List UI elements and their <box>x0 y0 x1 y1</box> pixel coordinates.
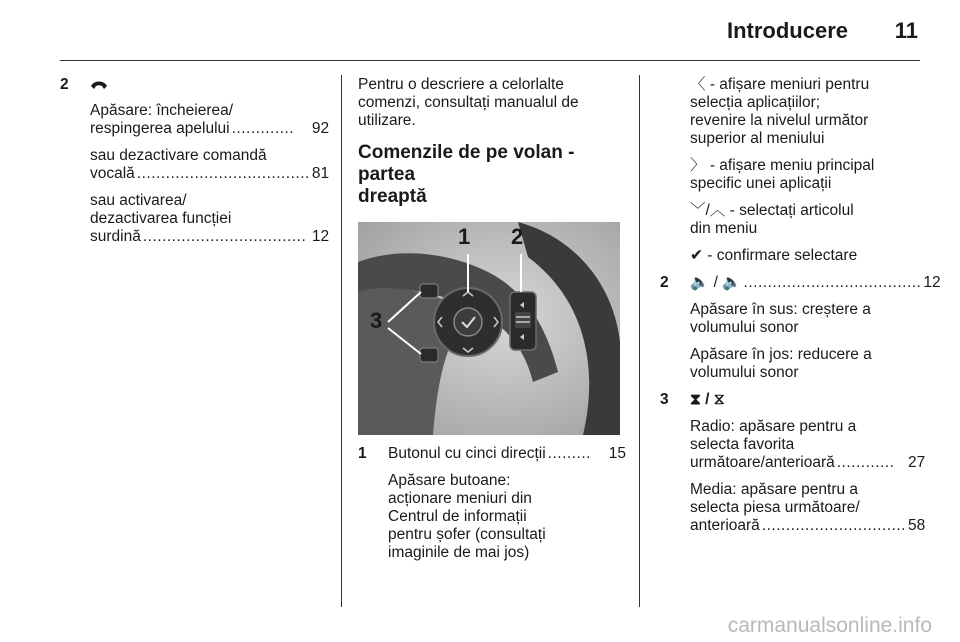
toc-page: 81 <box>311 165 330 182</box>
chevron-left-icon: 〈 <box>690 76 706 93</box>
toc-text: anterioară <box>690 517 760 534</box>
updown-line2: din meniu <box>690 220 758 237</box>
left-arrow-line3: revenire la nivelul următor <box>690 112 869 129</box>
left-column <box>60 76 328 246</box>
radio-line1: Radio: apăsare pentru a <box>690 418 857 435</box>
toc-dots: ............. <box>231 120 295 137</box>
toc-dots: ..................................... <box>743 274 922 291</box>
toc-page: 92 <box>311 120 330 137</box>
page-header-title: Introducere <box>726 18 848 43</box>
checkmark-icon: ✔ <box>690 247 703 264</box>
right-arrow-line2: specific unei aplicații <box>690 175 832 192</box>
toc-page: 58 <box>908 517 926 534</box>
list-item <box>660 391 926 535</box>
media-line2: selecta piesa următoare/ <box>690 499 860 516</box>
item-number: 2 <box>660 274 669 291</box>
volume-down-line1: Apăsare în jos: reducere a <box>690 346 872 363</box>
mute-line2: dezactivarea funcției <box>90 210 232 227</box>
intro-line1: Pentru o descriere a celorlalte <box>358 76 564 93</box>
figure-label-2: 2 <box>511 224 524 249</box>
left-arrow-line4: superior al meniului <box>690 130 825 147</box>
toc-text: Butonul cu cinci direcții <box>388 445 546 462</box>
toc-entry-mute[interactable] <box>90 228 329 246</box>
list-item <box>358 445 626 562</box>
figure-label-1: 1 <box>458 224 471 249</box>
voice-line1: sau dezactivare comandă <box>90 147 267 164</box>
steering-wheel-figure <box>358 222 620 435</box>
section-title-line2: dreaptă <box>358 186 427 207</box>
toc-text: surdină <box>90 228 141 245</box>
toc-entry-voice[interactable] <box>90 165 329 183</box>
item-number: 2 <box>60 76 69 93</box>
left-arrow-line1: 〈 - afișare meniuri pentru <box>690 76 870 93</box>
toc-dots: .................................... <box>136 165 310 182</box>
desc-line4: pentru șofer (consultați <box>388 526 546 543</box>
volume-up-line1: Apăsare în sus: creștere a <box>690 301 871 318</box>
volume-up-line2: volumului sonor <box>690 319 799 336</box>
toc-page: 12 <box>311 228 330 245</box>
phone-hangup-icon <box>90 78 108 92</box>
toc-text: vocală <box>90 165 135 182</box>
list-item <box>660 274 941 391</box>
column-divider-2 <box>639 75 640 607</box>
right-arrow-line1: 〉 - afișare meniu principal <box>690 157 875 174</box>
toc-text: următoare/anterioară <box>690 454 835 471</box>
mute-line1: sau activarea/ <box>90 192 187 209</box>
chevron-right-icon: 〉 <box>690 157 706 174</box>
toc-dots: ............ <box>836 454 895 471</box>
check-line: ✔ - confirmare selectare <box>690 247 858 264</box>
volume-icon: 🔈 / 🔈 <box>690 274 742 291</box>
column-divider-1 <box>341 75 342 607</box>
intro-line2: comenzi, consultați manualul de <box>358 94 579 111</box>
updown-line1: ﹀/︿ - selectați articolul <box>690 202 854 219</box>
radio-line2: selecta favorita <box>690 436 795 453</box>
figure-label-3: 3 <box>370 308 383 333</box>
favorite-icon: ⧗ / ⧖ <box>690 391 725 408</box>
toc-entry-end-call[interactable] <box>90 120 329 138</box>
watermark: carmanualsonline.info <box>727 614 932 637</box>
desc-line3: Centrul de informații <box>388 508 527 525</box>
toc-entry-radio[interactable] <box>690 454 925 472</box>
desc-line5: imaginile de mai jos) <box>388 544 530 561</box>
toc-dots: ......... <box>547 445 591 462</box>
intro-line3: utilizare. <box>358 112 416 129</box>
steering-wheel-illustration <box>358 222 620 435</box>
header-divider <box>60 60 920 61</box>
toc-page: 27 <box>908 454 926 471</box>
media-line1: Media: apăsare pentru a <box>690 481 859 498</box>
desc-line2: acționare meniuri din <box>388 490 532 507</box>
item-number: 1 <box>358 445 367 462</box>
list-item <box>60 76 328 246</box>
toc-dots: .............................. <box>761 517 906 534</box>
toc-page: 12 <box>923 274 941 291</box>
right-column <box>660 76 941 535</box>
section-title-line1: Comenzile de pe volan - partea <box>358 142 575 185</box>
toc-entry-five-way[interactable] <box>388 445 626 463</box>
page-number: 11 <box>894 18 918 43</box>
volume-down-line2: volumului sonor <box>690 364 799 381</box>
toc-entry-volume[interactable] <box>690 274 941 292</box>
toc-text: respingerea apelului <box>90 120 230 137</box>
toc-entry-media[interactable] <box>690 517 925 535</box>
left-arrow-line2: selecția aplicațiilor; <box>690 94 821 111</box>
middle-column <box>358 76 626 562</box>
toc-dots: .................................. <box>142 228 307 245</box>
chevron-updown-icon: ﹀/︿ <box>690 202 726 219</box>
hangup-line1: Apăsare: încheierea/ <box>90 102 234 119</box>
desc-line1: Apăsare butoane: <box>388 472 511 489</box>
toc-page: 15 <box>608 445 626 462</box>
item-number: 3 <box>660 391 669 408</box>
